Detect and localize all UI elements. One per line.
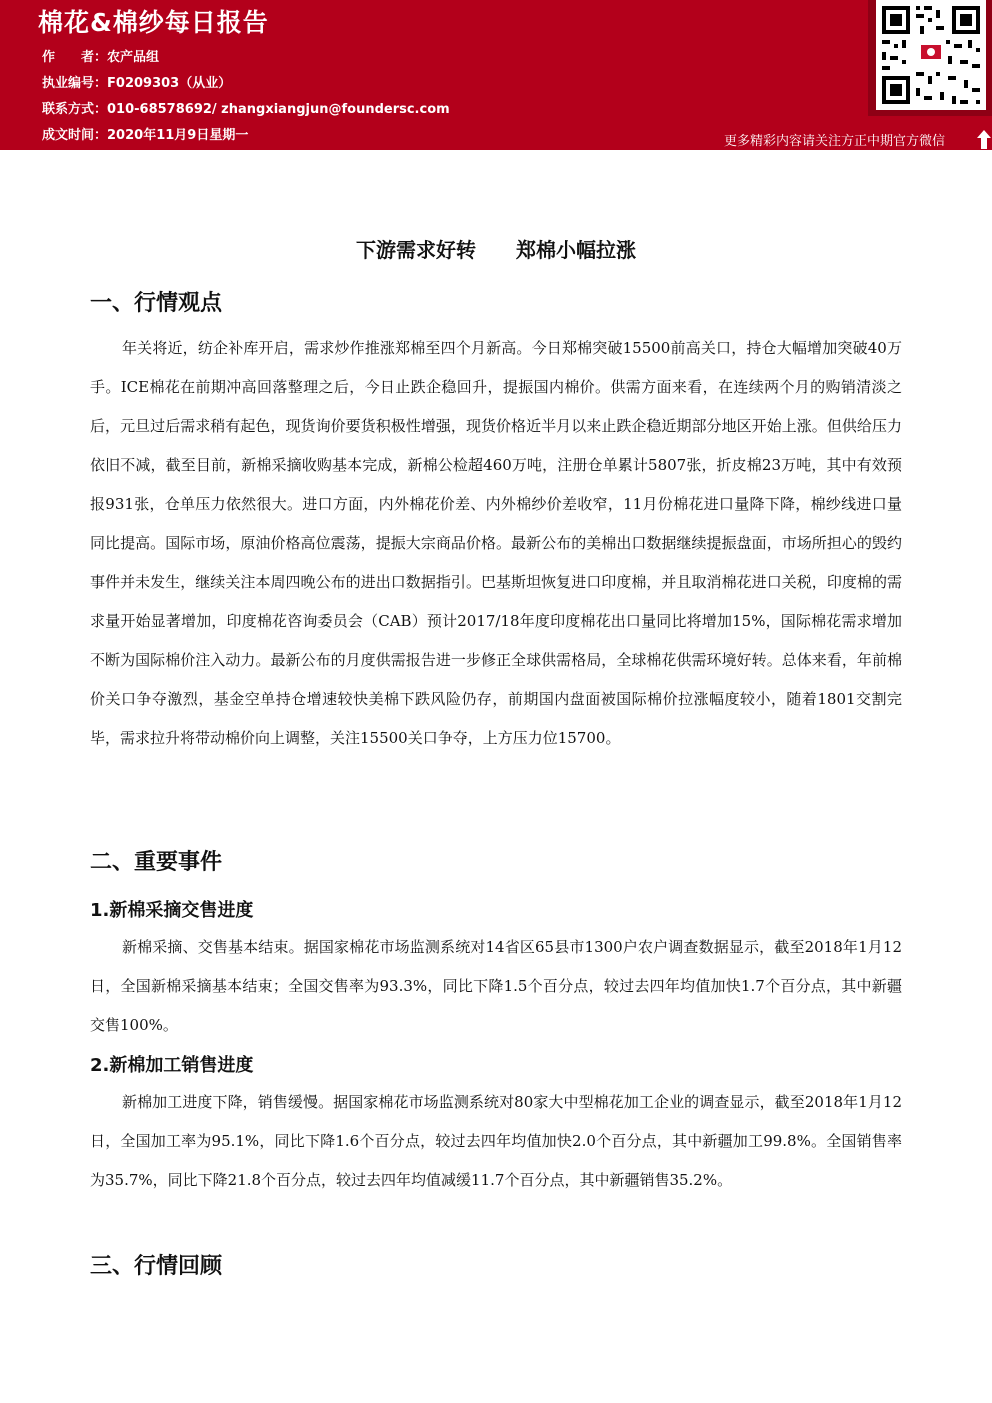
meta-date: [42, 123, 450, 149]
subsection-heading-processing-progress: 2.新棉加工销售进度: [90, 1055, 254, 1076]
subsection-heading-picking-progress: 1.新棉采摘交售进度: [90, 900, 254, 921]
market-view-paragraph: 年关将近，纺企补库开启，需求炒作推涨郑棉至四个月新高。今日郑棉突破15500前高关口，持仓大幅增加突破40万手。ICE棉花在前期冲高回落整理之后，今日止跌企稳回升，提振国内棉价。供需方面来看，在连续两个月的购销清淡之后，元旦过后需求稍有起色，现货询价要货积极性增强，现货价格近半月以来止跌企稳近期部分地区开始上涨。但供给压力依旧不减，截至目前，新棉采摘收购基本完成，新棉公检超460万吨，注册仓单累计5807张，折皮棉23万吨，其中有效预报931张，仓单压力依然很大。进口方面，内外棉花价差、内外棉纱价差收窄，11月份棉花进口量降下降，棉纱线进口量同比提高。国际市场，原油价格高位震荡，提振大宗商品价格。最新公布的美棉出口数据继续提振盘面，市场所担心的毁约事件并未发生，继续关注本周四晚公布的进出口数据指引。巴基斯坦恢复进口印度棉，并且取消棉花进口关税，印度棉的需求量开始显著增加，印度棉花咨询委员会（CAB）预计2017/18年度印度棉花出口量同比将增加15%，国际棉花需求增加不断为国际棉价注入动力。最新公布的月度供需报告进一步修正全球供需格局，全球棉花供需环境好转。总体来看，年前棉价关口争夺激烈，基金空单持仓增速较快美棉下跌风险仍存，前期国内盘面被国际棉价拉涨幅度较小，随着1801交割完毕，需求拉升将带动棉价向上调整，关注15500关口争夺，上方压力位15700。: [90, 339, 902, 747]
meta-contact-label: 联系方式：: [42, 102, 108, 117]
meta-contact: [42, 97, 450, 123]
section-heading-market-review: 三、行情回顾: [90, 1254, 223, 1279]
meta-date-label: 成文时间：: [42, 128, 108, 143]
meta-license-value: F0209303（从业）: [107, 76, 232, 91]
qr-code-icon: [876, 0, 986, 110]
arrow-up-icon: [976, 128, 992, 150]
wechat-promo-bar: [716, 128, 992, 150]
qr-code-graphic: [876, 0, 986, 110]
report-header-title: 棉花&棉纱每日报告: [38, 8, 269, 37]
wechat-promo-text: 更多精彩内容请关注方正中期官方微信: [724, 134, 946, 149]
section-heading-market-view: 一、行情观点: [90, 291, 223, 316]
section-heading-key-events: 二、重要事件: [90, 850, 223, 875]
meta-author: [42, 45, 450, 71]
meta-author-label: 作 者：: [42, 50, 108, 65]
meta-date-value: 2020年11月9日星期一: [107, 128, 249, 143]
processing-progress-paragraph: 新棉加工进度下降，销售缓慢。据国家棉花市场监测系统对80家大中型棉花加工企业的调查显示，截至2018年1月12日，全国加工率为95.1%，同比下降1.6个百分点，较过去四年均值加快2.0个百分点，其中新疆加工99.8%。全国销售率为35.7%，同比下降21.8个百分点，较过去四年均值减缓11.7个百分点，其中新疆销售35.2%。: [90, 1093, 902, 1189]
picking-progress-paragraph: 新棉采摘、交售基本结束。据国家棉花市场监测系统对14省区65县市1300户农户调查数据显示，截至2018年1月12日，全国新棉采摘基本结束；全国交售率为93.3%，同比下降1.5个百分点，较过去四年均值加快1.7个百分点，其中新疆交售100%。: [90, 938, 902, 1034]
meta-author-value: 农产品组: [107, 50, 160, 65]
report-title: 下游需求好转 郑棉小幅拉涨: [356, 238, 636, 262]
meta-license: [42, 71, 450, 97]
meta-contact-value: 010-68578692/ zhangxiangjun@foundersc.com: [107, 102, 450, 117]
author-meta-block: [42, 45, 450, 149]
meta-license-label: 执业编号：: [42, 76, 108, 91]
